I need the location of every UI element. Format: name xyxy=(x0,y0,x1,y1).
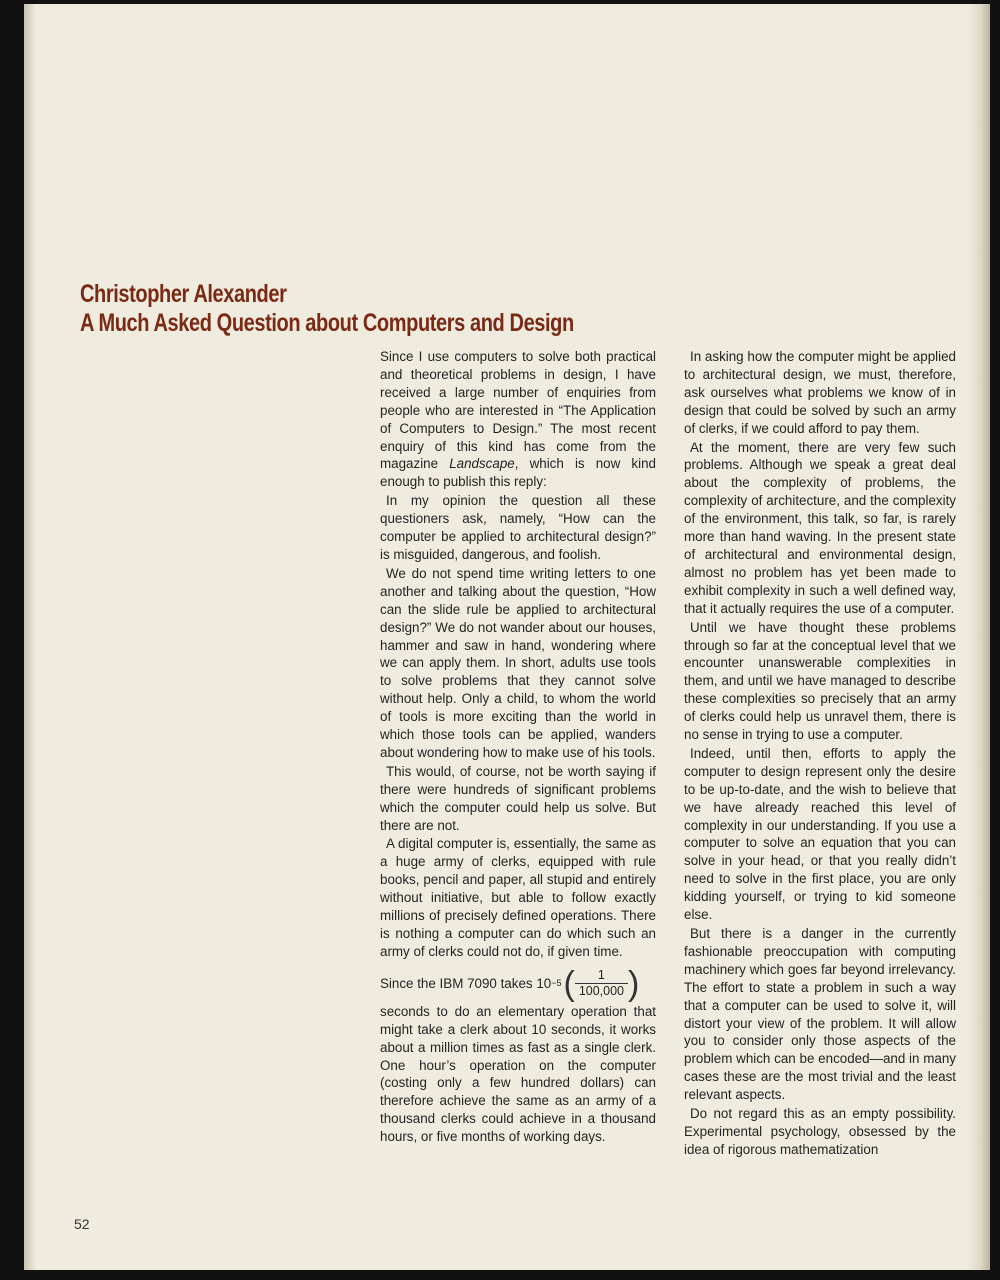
paragraph: Indeed, until then, efforts to apply the computer to design represent only the desire to be up-to-date, and the wish to believe that we have already reached this level of complexity in our understanding. If you use a computer to solve an equation that you can solve in your head, or that you really didn’t need to solve in the first place, you are only kidding yourself, or trying to kid someone else. xyxy=(684,745,956,923)
magazine-name: Landscape xyxy=(449,456,515,472)
article-title: A Much Asked Question about Computers and Design xyxy=(80,309,574,337)
paragraph: But there is a danger in the currently fashionable preoccupation with computing machinery which goes far beyond irrelevancy. The effort to state a problem in such a way that a computer can be used to solve it, will distort your view of the problem. It will allow you to consider only those aspects of the problem which can be encoded—and in many cases these are the most trivial and the least relevant aspects. xyxy=(684,926,956,1103)
formula-line xyxy=(380,964,656,1003)
paragraph: Do not regard this as an empty possibility. Experimental psychology, obsessed by the idea of rigorous mathematization xyxy=(684,1106,956,1157)
paragraph: A digital computer is, essentially, the same as a huge army of clerks, equipped with rule books, pencil and paper, all stupid and entirely without initiative, but able to follow exactly millions of precisely defined operations. There is nothing a computer can do which such an army of clerks could not do, if given time. xyxy=(380,836,656,959)
paragraph: Until we have thought these problems through so far at the conceptual level that we encounter unanswerable complexities in them, and until we have managed to describe these complexities so precisely that an army of clerks could help us unravel them, there is no sense in trying to use a computer. xyxy=(684,619,956,743)
text-column-left xyxy=(380,348,656,1147)
book-page xyxy=(24,4,990,1270)
page-spine-shadow xyxy=(24,4,36,1270)
article-author: Christopher Alexander xyxy=(80,280,287,308)
page-edge-shadow xyxy=(968,4,990,1270)
paragraph: At the moment, there are very few such problems. Although we speak a great deal about the complexity of problems, the complexity of architecture, and the complexity of the environment, this talk, so far, is rarely more than hand waving. In the present state of architectural and environmental design, almost no problem has yet been made to exhibit complexity in such a well defined way, that it actually requires the use of a computer. xyxy=(684,439,956,616)
formula-fraction: ( $\frac{1}{100,000}$ ) xyxy=(563,964,640,1003)
fraction-numerator: 1 xyxy=(597,968,605,983)
formula-text: Since the IBM 7090 takes 10 xyxy=(380,975,552,991)
paragraph: seconds to do an elementary operation that might take a clerk about 10 seconds, it works about a million times as fast as a single clerk. One hour’s operation on the computer (costing only a few hundred dollars) can therefore achieve the same as an army of a thousand clerks could achieve in a thousand hours, or five months of working days. xyxy=(380,1003,656,1145)
fraction-denominator: 100,000 xyxy=(575,983,628,999)
text-column-right xyxy=(684,348,956,1160)
paragraph: Since I use computers to solve both practical and theoretical problems in design, I have received a large number of enquiries from people who are interested in “The Application of Computers to Design.” The most recent enquiry of this kind has come from the magazine Landscape, which is now kind enough to publish this reply: xyxy=(380,349,656,490)
paragraph: We do not spend time writing letters to one another and talking about the question, “How can the slide rule be applied to architectural design?” We do not wander about our houses, hammer and saw in hand, wondering where we can apply them. In short, adults use tools to solve problems that they cannot solve without help. Only a child, to whom the world of tools is more exciting than the world in which those tools can be applied, wanders about wondering how to make use of his tools. xyxy=(380,565,656,760)
page-number: 52 xyxy=(74,1216,90,1232)
paragraph: In my opinion the question all these questioners ask, namely, “How can the computer be applied to architectural design?” is misguided, dangerous, and foolish. xyxy=(380,493,656,562)
paragraph: This would, of course, not be worth saying if there were hundreds of significant problems which the computer could help us solve. But there are not. xyxy=(380,763,656,833)
paragraph: In asking how the computer might be applied to architectural design, we must, therefore, ask ourselves what problems we know of in design that could be solved by such an army of clerks, if we could afford to pay them. xyxy=(684,349,956,436)
formula-exponent: −5 xyxy=(551,977,562,988)
